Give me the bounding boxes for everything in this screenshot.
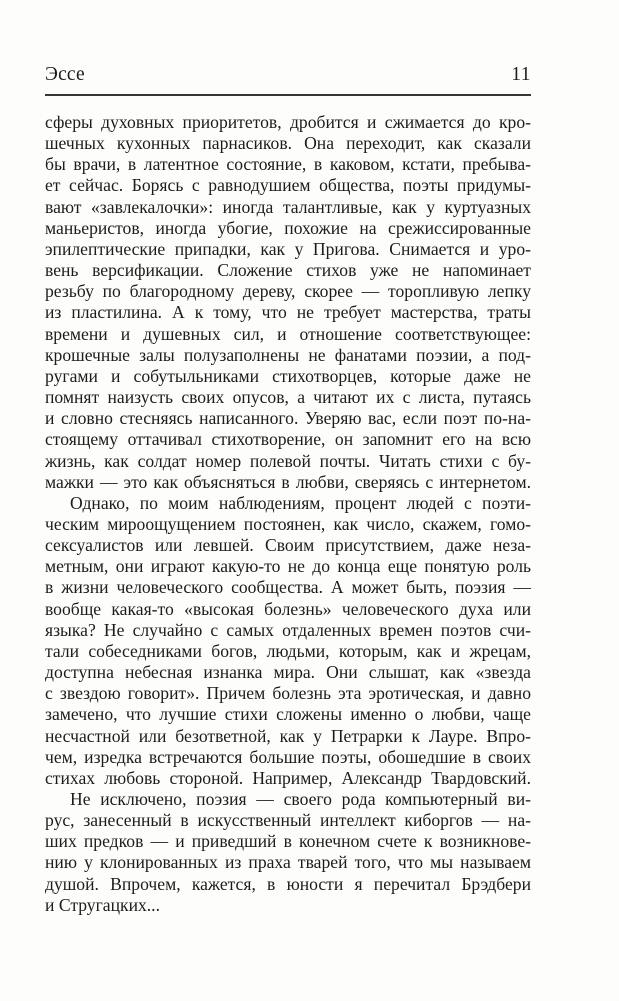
text-line: ших предков — и приведший в конечном счете к возникнове- xyxy=(45,831,531,852)
text-line: бы врачи, в латентное состояние, в каковом, кстати, пребыва- xyxy=(45,154,531,175)
text-line: стоящему оттачивал стихотворение, он запомнит его на всю xyxy=(45,429,531,450)
text-line: времени и душевных сил, и отношение соответствующее: xyxy=(45,323,531,344)
text-line: резьбу по благородному дереву, скорее — торопливую лепку xyxy=(45,281,531,302)
text-line: эпилептические припадки, как у Пригова. Снимается и уро- xyxy=(45,238,531,259)
text-line: мажки — это как объясняться в любви, сверяясь с интернетом. xyxy=(45,471,531,492)
text-line: рус, занесенный в искусственный интеллект киборгов — на- xyxy=(45,810,531,831)
page-number: 11 xyxy=(511,64,531,85)
text-line: помнят наизусть своих опусов, а читают их с листа, путаясь xyxy=(45,387,531,408)
text-line: тали собеседниками богов, людьми, которым, как и жрецам, xyxy=(45,640,531,661)
text-line: сексуалистов или левшей. Своим присутствием, даже неза- xyxy=(45,535,531,556)
text-line: замечено, что лучшие стихи сложены именно о любви, чаще xyxy=(45,704,531,725)
text-line: и словно стесняясь написанного. Уверяю вас, если поэт по-на- xyxy=(45,408,531,429)
text-line: ругами и собутыльниками стихотворцев, которые даже не xyxy=(45,365,531,386)
paragraph xyxy=(45,112,531,493)
text-line: вень версификации. Сложение стихов уже не напоминает xyxy=(45,260,531,281)
paragraph xyxy=(45,789,531,916)
paragraph xyxy=(45,493,531,789)
page-body xyxy=(45,112,531,916)
running-head xyxy=(45,63,531,87)
text-line: вообще какая-то «высокая болезнь» человеческого духа или xyxy=(45,598,531,619)
text-line: Не исключено, поэзия — своего рода компьютерный ви- xyxy=(70,789,531,809)
text-line: маньеристов, иногда убогие, похожие на срежиссированные xyxy=(45,217,531,238)
text-line: языка? Не случайно с самых отдаленных времен поэтов счи- xyxy=(45,619,531,640)
text-line: жизнь, как солдат номер полевой почты. Читать стихи с бу- xyxy=(45,450,531,471)
text-line: Однако, по моим наблюдениям, процент людей с поэти- xyxy=(70,492,531,513)
text-line: в жизни человеческого сообщества. А может быть, поэзия — xyxy=(45,577,531,598)
text-line: сферы духовных приоритетов, дробится и сжимается до кро- xyxy=(45,112,531,132)
text-line: вают «завлекалочки»: иногда талантливые, как у куртуазных xyxy=(45,196,531,217)
text-line: стихах любовь стороной. Например, Александр Твардовский. xyxy=(45,767,531,788)
text-line: душой. Впрочем, кажется, в юности я перечитал Брэдбери xyxy=(45,873,531,894)
text-line: и Стругацких... xyxy=(45,894,160,915)
text-line: из пластилина. А к тому, что не требует мастерства, траты xyxy=(45,302,531,323)
text-line: с звездою говорит». Причем болезнь эта эротическая, и давно xyxy=(45,683,531,704)
page-content xyxy=(45,63,531,916)
text-line: ческим мироощущением постоянен, как число, скажем, гомо- xyxy=(45,513,531,534)
text-line: доступна небесная изнанка мира. Они слышат, как «звезда xyxy=(45,662,531,683)
text-line: несчастной или безответной, как у Петрарки к Лауре. Впро- xyxy=(45,725,531,746)
text-line: крошечные залы полузаполнены не фанатами поэзии, а под- xyxy=(45,344,531,365)
text-line: шечных кухонных парнасиков. Она переходит, как сказали xyxy=(45,133,531,154)
section-title: Эссе xyxy=(45,64,85,85)
text-line: чем, изредка встречаются большие поэты, обошедшие в своих xyxy=(45,746,531,767)
text-line: метным, они играют какую-то не до конца еще понятую роль xyxy=(45,556,531,577)
text-line: нию у клонированных из праха тварей того, что мы называем xyxy=(45,852,531,873)
header-rule xyxy=(45,94,531,96)
text-line: ет сейчас. Борясь с равнодушием общества, поэты придумы- xyxy=(45,175,531,196)
